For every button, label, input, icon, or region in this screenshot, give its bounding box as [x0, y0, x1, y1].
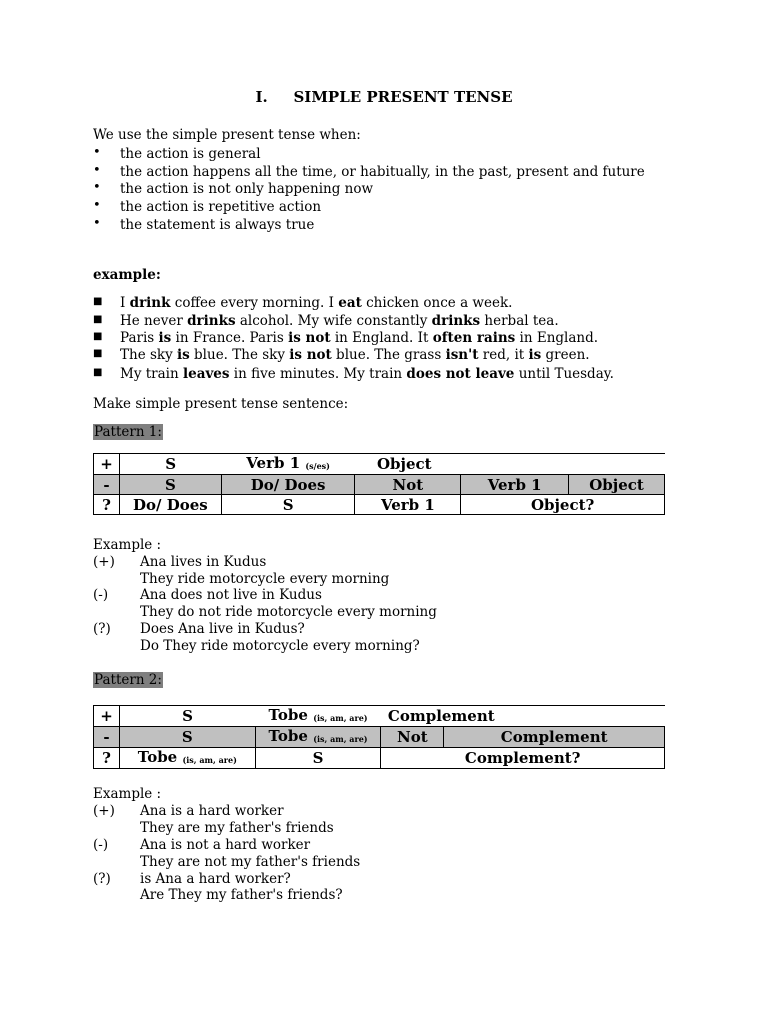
- pattern-1-label: Pattern 1:: [94, 424, 162, 440]
- bold-fragment: eat: [338, 295, 362, 311]
- text-fragment: in five minutes. My train: [229, 366, 407, 382]
- text-fragment: Paris: [120, 330, 159, 346]
- auxiliary-cell: Do/ Does: [119, 495, 221, 515]
- bullet-icon: •: [93, 198, 101, 213]
- sign-cell: ?: [94, 495, 120, 515]
- text-fragment: I: [120, 295, 130, 311]
- bold-fragment: is: [528, 347, 542, 363]
- example-line: Ana is not a hard worker: [140, 837, 311, 853]
- example-mark: (-): [93, 837, 109, 853]
- bold-fragment: is: [158, 330, 172, 346]
- verb-cell: Verb 1: [355, 495, 461, 515]
- tobe-cell: Tobe (is, am, are): [119, 748, 255, 769]
- subject-cell: S: [119, 475, 221, 495]
- text-fragment: herbal tea.: [480, 313, 559, 329]
- object-cell: Object: [355, 454, 665, 475]
- section-number: I.: [255, 88, 268, 106]
- object-cell: Object: [569, 475, 665, 495]
- pattern-2-label: Pattern 2:: [94, 672, 162, 688]
- example-mark: (+): [93, 554, 115, 570]
- complement-cell: Complement: [444, 727, 665, 748]
- text-fragment: green.: [541, 347, 590, 363]
- pattern-row-negative: [94, 475, 665, 495]
- make-sentence-text: Make simple present tense sentence:: [93, 396, 349, 412]
- complement-cell: Complement: [381, 706, 665, 727]
- bold-fragment: is not: [288, 330, 331, 346]
- bold-fragment: drinks: [431, 313, 481, 329]
- text-fragment: My train: [120, 366, 183, 382]
- example-mark: (-): [93, 587, 109, 603]
- tobe-cell: Tobe (is, am, are): [255, 706, 381, 727]
- pattern-2-table: [93, 705, 665, 769]
- text-fragment: blue. The grass: [331, 347, 446, 363]
- example-line: They do not ride motorcycle every morning: [140, 604, 437, 620]
- example-line: is Ana a hard worker?: [140, 871, 291, 887]
- tobe-cell: Tobe (is, am, are): [255, 727, 381, 748]
- text-fragment: alcohol. My wife constantly: [235, 313, 432, 329]
- verb-cell: Verb 1 (s/es): [221, 454, 355, 475]
- bold-fragment: leaves: [182, 366, 230, 382]
- sign-cell: -: [94, 475, 120, 495]
- bold-fragment: often rains: [432, 330, 516, 346]
- example-heading: example:: [93, 267, 161, 283]
- example-mark: (?): [93, 871, 111, 887]
- example-line: They are not my father's friends: [140, 854, 361, 870]
- subject-cell: S: [119, 706, 255, 727]
- example-line: Ana is a hard worker: [140, 803, 284, 819]
- text-fragment: in England. It: [330, 330, 433, 346]
- example-label: Example :: [93, 537, 162, 553]
- bold-fragment: is: [177, 347, 190, 363]
- sign-cell: -: [94, 727, 120, 748]
- bold-fragment: drink: [129, 295, 171, 311]
- example-label: Example :: [93, 786, 162, 802]
- sign-cell: ?: [94, 748, 120, 769]
- bold-fragment: drinks: [187, 313, 236, 329]
- sign-cell: +: [94, 454, 120, 475]
- bullet-icon: •: [93, 163, 101, 178]
- bold-fragment: isn't: [445, 347, 479, 363]
- bold-fragment: does not leave: [406, 366, 515, 382]
- complement-cell: Complement?: [381, 748, 665, 769]
- text-fragment: blue. The sky: [189, 347, 290, 363]
- text-fragment: coffee every morning. I: [170, 295, 339, 311]
- example-line: Do They ride motorcycle every morning?: [140, 638, 420, 654]
- subject-cell: S: [255, 748, 381, 769]
- example-mark: (?): [93, 621, 111, 637]
- example-mark: (+): [93, 803, 115, 819]
- not-cell: Not: [355, 475, 461, 495]
- square-bullet-icon: ■: [93, 296, 103, 307]
- bullet-icon: •: [93, 216, 101, 231]
- bold-fragment: is not: [289, 347, 332, 363]
- bullet-icon: •: [93, 145, 101, 160]
- square-bullet-icon: ■: [93, 331, 103, 342]
- pattern-row-question: [94, 748, 665, 769]
- example-line: Ana does not live in Kudus: [140, 587, 322, 603]
- example-line: Are They my father's friends?: [140, 887, 343, 903]
- pattern-row-positive: [94, 706, 665, 727]
- verb-cell: Verb 1: [461, 475, 569, 495]
- text-fragment: until Tuesday.: [514, 366, 614, 382]
- pattern-row-question: [94, 495, 665, 515]
- example-line: They ride motorcycle every morning: [140, 571, 390, 587]
- intro-text: We use the simple present tense when:: [93, 127, 361, 143]
- object-cell: Object?: [461, 495, 665, 515]
- pattern-1-table: [93, 453, 665, 515]
- page-title: [0, 88, 768, 106]
- pattern-row-negative: [94, 727, 665, 748]
- text-fragment: in France. Paris: [171, 330, 289, 346]
- not-cell: Not: [381, 727, 444, 748]
- auxiliary-cell: Do/ Does: [221, 475, 355, 495]
- square-bullet-icon: ■: [93, 348, 103, 359]
- example-line: They are my father's friends: [140, 820, 334, 836]
- text-fragment: red, it: [478, 347, 529, 363]
- text-fragment: The sky: [120, 347, 178, 363]
- pattern-row-positive: [94, 454, 665, 475]
- subject-cell: S: [119, 727, 255, 748]
- square-bullet-icon: ■: [93, 367, 103, 378]
- subject-cell: S: [221, 495, 355, 515]
- text-fragment: He never: [120, 313, 188, 329]
- section-title: SIMPLE PRESENT TENSE: [293, 88, 513, 106]
- example-line: Ana lives in Kudus: [140, 554, 267, 570]
- bullet-icon: •: [93, 180, 101, 195]
- square-bullet-icon: ■: [93, 314, 103, 325]
- sign-cell: +: [94, 706, 120, 727]
- subject-cell: S: [119, 454, 221, 475]
- text-fragment: in England.: [515, 330, 599, 346]
- text-fragment: chicken once a week.: [361, 295, 513, 311]
- example-line: Does Ana live in Kudus?: [140, 621, 305, 637]
